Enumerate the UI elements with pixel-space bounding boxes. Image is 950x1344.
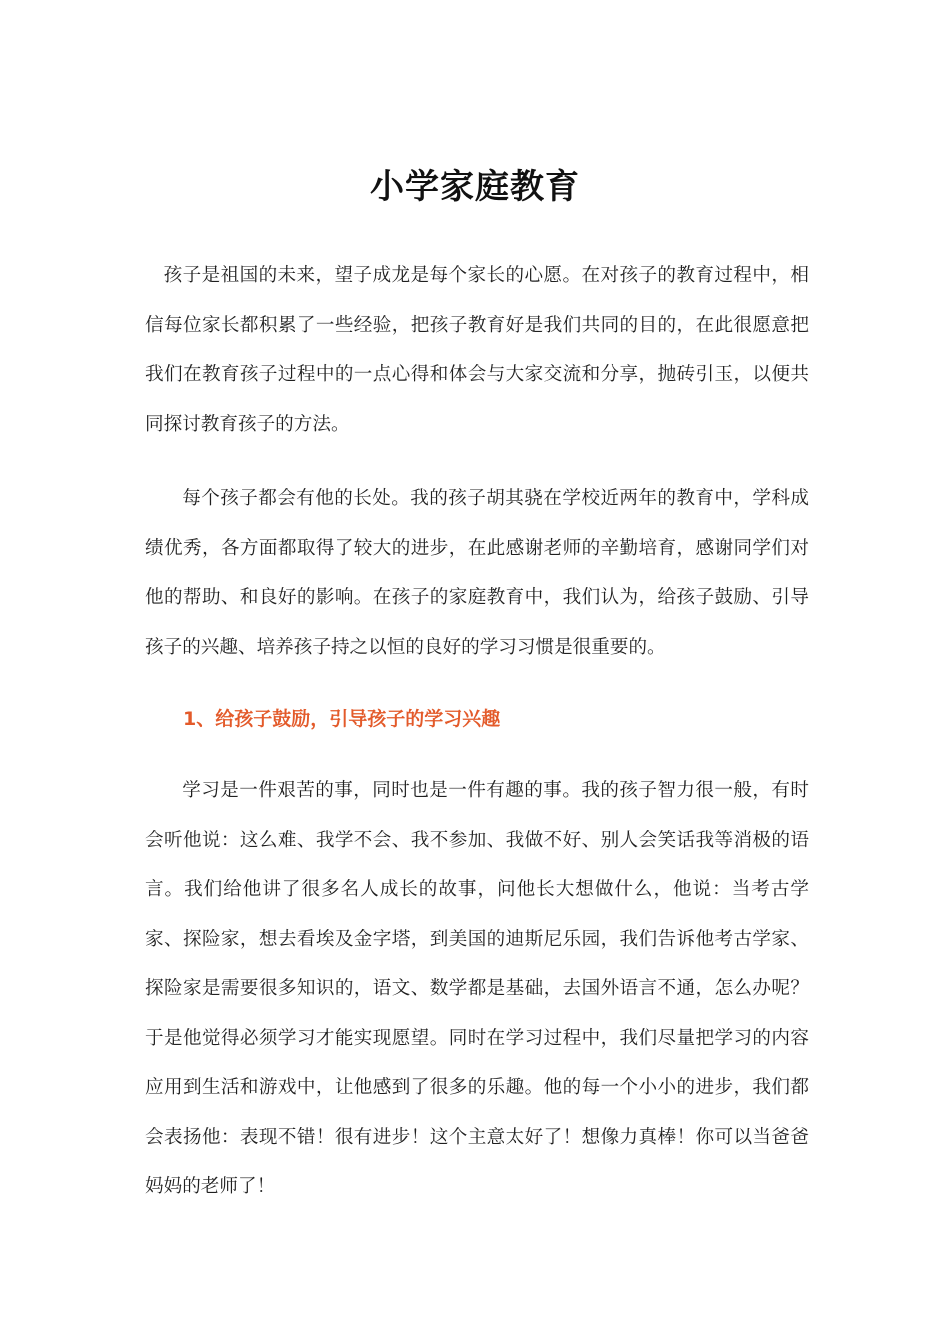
strengths-paragraph: 每个孩子都会有他的长处。我的孩子胡其骁在学校近两年的教育中，学科成绩优秀，各方面都取得了较大的进步，在此感谢老师的辛勤培育，感谢同学们对他的帮助、和良好的影响。在孩子的家庭教育中，我们认为，给孩子鼓励、引导孩子的兴趣、培养孩子持之以恒的良好的学习习惯是很重要的。 <box>145 488 809 658</box>
section-heading-1: 1、给孩子鼓励，引导孩子的学习兴趣 <box>183 708 501 730</box>
document-title: 小学家庭教育 <box>370 166 580 207</box>
section-1-paragraph: 学习是一件艰苦的事，同时也是一件有趣的事。我的孩子智力很一般，有时会听他说：这么难、我学不会、我不参加、我做不好、别人会笑话我等消极的语言。我们给他讲了很多名人成长的故事，问他长大想做什么，他说：当考古学家、探险家，想去看埃及金字塔，到美国的迪斯尼乐园，我们告诉他考古学家、探险家是需要很多知识的，语文、数学都是基础，去国外语言不通，怎么办呢？于是他觉得必须学习才能实现愿望。同时在学习过程中，我们尽量把学习的内容应用到生活和游戏中，让他感到了很多的乐趣。他的每一个小小的进步，我们都会表扬他：表现不错！很有进步！这个主意太好了！想像力真棒！你可以当爸爸妈妈的老师了！ <box>145 780 809 1197</box>
intro-paragraph: 孩子是祖国的未来，望子成龙是每个家长的心愿。在对孩子的教育过程中，相信每位家长都积累了一些经验，把孩子教育好是我们共同的目的，在此很愿意把我们在教育孩子过程中的一点心得和体会与大家交流和分享，抛砖引玉，以便共同探讨教育孩子的方法。 <box>145 265 809 435</box>
